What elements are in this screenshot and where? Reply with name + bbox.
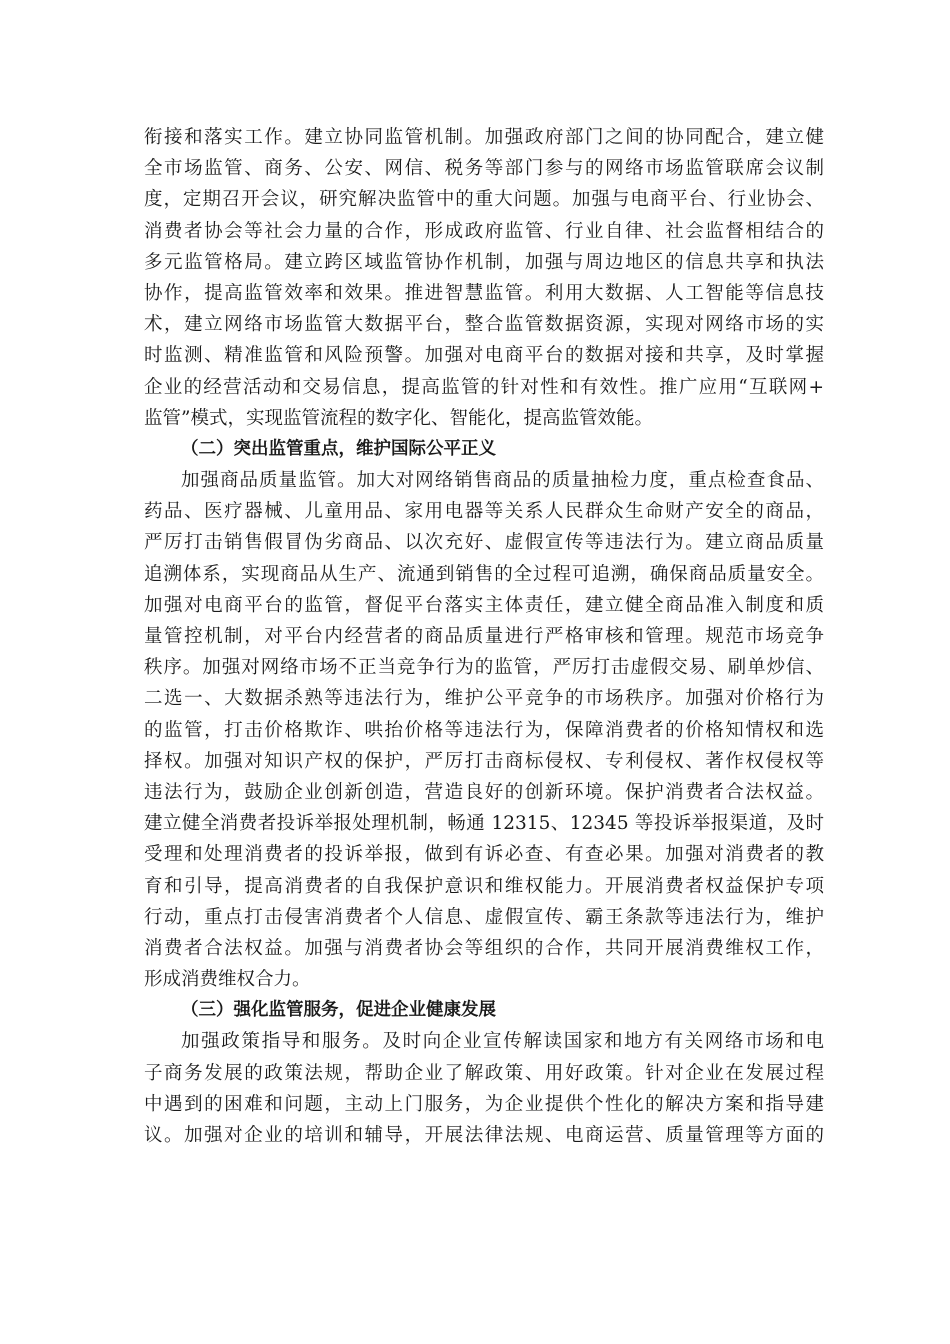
- text-line: 追溯体系，实现商品从生产、流通到销售的全过程可追溯，确保商品质量安全。: [144, 563, 824, 585]
- paragraph-quality-supervision: [144, 465, 824, 995]
- section-heading-2: （二）突出监管重点，维护国际公平正义: [181, 438, 496, 459]
- text-line: 秩序。加强对网络市场不正当竞争行为的监管，严厉打击虚假交易、刷单炒信、: [144, 657, 824, 679]
- paragraph-policy-guidance: [144, 1026, 824, 1151]
- text-line: 严厉打击销售假冒伪劣商品、以次充好、虚假宣传等违法行为。建立商品质量: [144, 532, 824, 554]
- text-line: 时监测、精准监管和风险预警。加强对电商平台的数据对接和共享，及时掌握: [144, 345, 824, 367]
- text-line: 的监管，打击价格欺诈、哄抬价格等违法行为，保障消费者的价格知情权和选: [144, 719, 824, 741]
- text-line: 度，定期召开会议，研究解决监管中的重大问题。加强与电商平台、行业协会、: [144, 189, 824, 211]
- paragraph-continuation: [144, 122, 824, 434]
- text-line: 受理和处理消费者的投诉举报，做到有诉必查、有查必果。加强对消费者的教: [144, 844, 824, 866]
- text-line: 建立健全消费者投诉举报处理机制，畅通 12315、12345 等投诉举报渠道，及时: [144, 813, 824, 835]
- text-line: 术，建立网络市场监管大数据平台，整合监管数据资源，实现对网络市场的实: [144, 314, 824, 336]
- text-line: 中遇到的困难和问题，主动上门服务，为企业提供个性化的解决方案和指导建: [144, 1093, 824, 1115]
- text-line: 加强商品质量监管。加大对网络销售商品的质量抽检力度，重点检查食品、: [181, 470, 824, 492]
- text-line: 形成消费维权合力。: [144, 969, 311, 991]
- section-heading-3: （三）强化监管服务，促进企业健康发展: [181, 1000, 496, 1021]
- text-line: 加强对电商平台的监管，督促平台落实主体责任，建立健全商品准入制度和质: [144, 594, 824, 616]
- text-line: 衔接和落实工作。建立协同监管机制。加强政府部门之间的协同配合，建立健: [144, 127, 824, 148]
- text-line: 全市场监管、商务、公安、网信、税务等部门参与的网络市场监管联席会议制: [144, 158, 824, 180]
- text-line: 二选一、大数据杀熟等违法行为，维护公平竞争的市场秩序。加强对价格行为: [144, 688, 824, 710]
- text-line: 消费者协会等社会力量的合作，形成政府监管、行业自律、社会监督相结合的: [144, 220, 824, 242]
- text-line: 育和引导，提高消费者的自我保护意识和维权能力。开展消费者权益保护专项: [144, 875, 824, 897]
- text-line: 多元监管格局。建立跨区域监管协作机制，加强与周边地区的信息共享和执法: [144, 251, 824, 273]
- text-line: 协作，提高监管效率和效果。推进智慧监管。利用大数据、人工智能等信息技: [144, 282, 824, 304]
- text-line: 议。加强对企业的培训和辅导，开展法律法规、电商运营、质量管理等方面的: [144, 1125, 824, 1146]
- text-line: 监管”模式，实现监管流程的数字化、智能化，提高监管效能。: [144, 407, 653, 429]
- text-line: 子商务发展的政策法规，帮助企业了解政策、用好政策。针对企业在发展过程: [144, 1062, 824, 1084]
- text-line: 药品、医疗器械、儿童用品、家用电器等关系人民群众生命财产安全的商品，: [144, 501, 824, 523]
- text-line: 择权。加强对知识产权的保护，严厉打击商标侵权、专利侵权、著作权侵权等: [144, 750, 824, 772]
- text-line: 加强政策指导和服务。及时向企业宣传解读国家和地方有关网络市场和电: [181, 1031, 824, 1053]
- text-line: 量管控机制，对平台内经营者的商品质量进行严格审核和管理。规范市场竞争: [144, 626, 824, 647]
- text-line: 消费者合法权益。加强与消费者协会等组织的合作，共同开展消费维权工作，: [144, 937, 824, 959]
- document-page: [144, 122, 824, 1151]
- text-line: 违法行为，鼓励企业创新创造，营造良好的创新环境。保护消费者合法权益。: [144, 781, 824, 803]
- text-line: 企业的经营活动和交易信息，提高监管的针对性和有效性。推广应用“互联网+: [144, 376, 824, 398]
- text-line: 行动，重点打击侵害消费者个人信息、虚假宣传、霸王条款等违法行为，维护: [144, 906, 824, 928]
